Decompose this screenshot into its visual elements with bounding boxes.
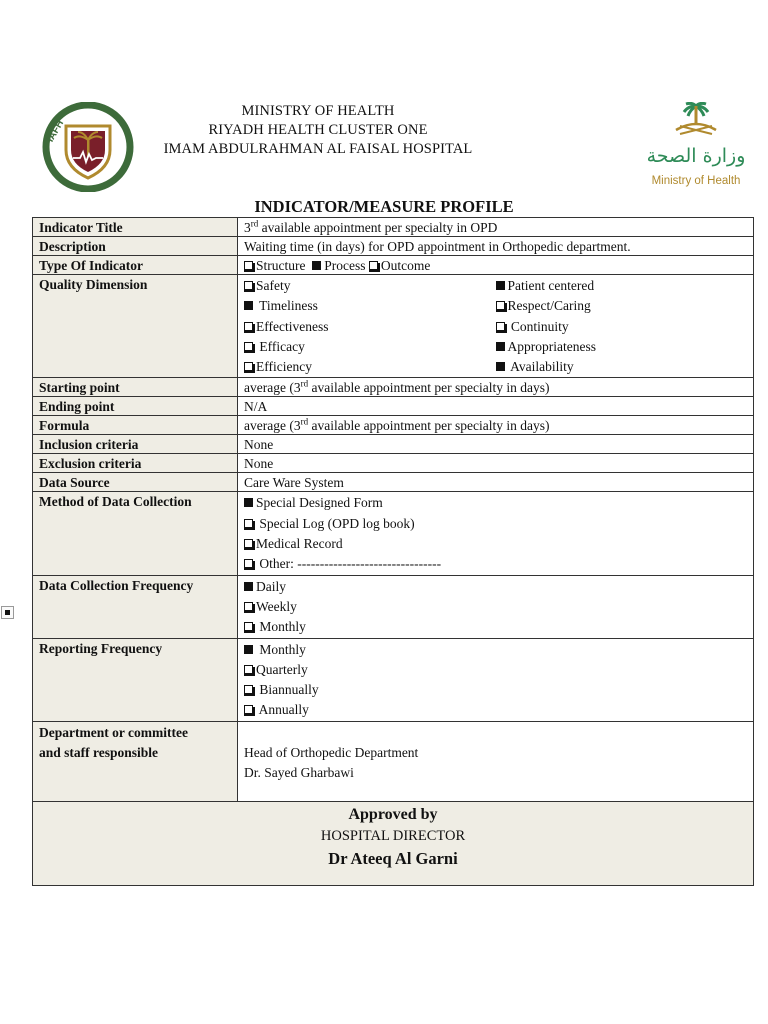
label-responsible-line2: and staff responsible (39, 745, 159, 761)
checkbox-filled-icon (496, 281, 505, 290)
method-medical-record: Medical Record (256, 536, 343, 552)
checkbox-empty-icon (244, 685, 253, 694)
checkbox-empty-icon (244, 705, 253, 714)
label-quality-dimension: Quality Dimension (33, 275, 238, 378)
checkbox-filled-icon (244, 645, 253, 654)
label-starting-point: Starting point (33, 378, 238, 397)
row-formula (33, 416, 754, 435)
checkbox-filled-icon (244, 301, 253, 310)
label-formula: Formula (33, 416, 238, 435)
row-indicator-title (33, 218, 754, 237)
value-reporting-frequency (238, 638, 754, 721)
row-inclusion-criteria (33, 435, 754, 454)
row-starting-point (33, 378, 754, 397)
checkbox-empty-icon (496, 322, 505, 331)
reporting-monthly: Monthly (259, 641, 306, 657)
dimension-availability: Availability (510, 359, 574, 375)
row-reporting-frequency (33, 638, 754, 721)
dimension-patient-centered: Patient centered (507, 278, 595, 293)
reporting-quarterly: Quarterly (256, 661, 308, 677)
header-line-ministry: MINISTRY OF HEALTH (241, 103, 395, 119)
method-other: Other: -------------------------------- (259, 556, 442, 572)
row-ending-point (33, 397, 754, 416)
frequency-weekly: Weekly (256, 598, 297, 614)
moh-english-name: Ministry of Health (651, 175, 741, 187)
checkbox-empty-icon (244, 559, 253, 568)
value-ending-point: N/A (238, 397, 754, 416)
dimension-effectiveness: Effectiveness (256, 318, 329, 334)
indicator-profile-table (32, 217, 754, 886)
value-exclusion-criteria: None (238, 454, 754, 473)
checkbox-filled-icon (496, 362, 505, 371)
checkbox-filled-icon (244, 582, 253, 591)
value-formula: average (3rd available appointment per specialty in days) (238, 416, 754, 435)
value-description: Waiting time (in days) for OPD appointment in Orthopedic department. (238, 237, 754, 256)
moh-logo (640, 102, 752, 194)
row-exclusion-criteria (33, 454, 754, 473)
checkbox-empty-icon (244, 519, 253, 528)
label-reporting-frequency: Reporting Frequency (33, 638, 238, 721)
checkbox-filled-icon (244, 498, 253, 507)
dimension-appropriateness: Appropriateness (507, 338, 596, 354)
dimension-respect-caring: Respect/Caring (507, 298, 591, 314)
value-data-source: Care Ware System (238, 473, 754, 492)
approval-block (33, 801, 754, 885)
label-indicator-title: Indicator Title (33, 218, 238, 237)
row-data-source (33, 473, 754, 492)
label-responsible (33, 721, 238, 801)
dimension-timeliness: Timeliness (259, 298, 318, 314)
checkbox-empty-icon (244, 665, 253, 674)
checkbox-empty-icon (244, 362, 253, 371)
letterhead (140, 102, 496, 159)
approved-by-label: Approved by (348, 805, 438, 823)
dimension-safety: Safety (256, 278, 291, 293)
dimension-efficiency: Efficiency (256, 359, 312, 375)
responsible-department: Head of Orthopedic Department (244, 745, 419, 761)
document-title: INDICATOR/MEASURE PROFILE (254, 197, 514, 216)
checkbox-empty-icon (244, 622, 253, 631)
header-line-cluster: RIYADH HEALTH CLUSTER ONE (208, 122, 428, 138)
option-structure: Structure (256, 258, 306, 273)
checkbox-empty-icon (244, 322, 253, 331)
row-data-collection-frequency (33, 575, 754, 638)
value-type-of-indicator (238, 256, 754, 275)
frequency-daily: Daily (256, 578, 286, 594)
hospital-logo (36, 102, 140, 192)
label-exclusion-criteria: Exclusion criteria (33, 454, 238, 473)
reporting-annually: Annually (258, 702, 309, 718)
frequency-monthly: Monthly (259, 619, 306, 635)
label-method-of-data-collection: Method of Data Collection (33, 492, 238, 575)
label-responsible-line1: Department or committee (39, 724, 188, 740)
label-data-collection-frequency: Data Collection Frequency (33, 575, 238, 638)
checkbox-empty-icon (244, 261, 253, 270)
value-indicator-title: 3rd available appointment per specialty in OPD (238, 218, 754, 237)
logo-iafh-text: IAFH (45, 118, 67, 145)
option-process: Process (324, 258, 366, 273)
row-responsible (33, 721, 754, 801)
checkbox-empty-icon (369, 261, 378, 270)
header-line-hospital: IMAM ABDULRAHMAN AL FAISAL HOSPITAL (163, 141, 473, 157)
checkbox-empty-icon (244, 281, 253, 290)
value-quality-dimension (238, 275, 754, 378)
dimension-efficacy: Efficacy (259, 338, 305, 354)
reporting-biannually: Biannually (259, 682, 319, 698)
row-approval (33, 801, 754, 885)
method-special-log: Special Log (OPD log book) (259, 515, 415, 531)
value-inclusion-criteria: None (238, 435, 754, 454)
row-method-of-data-collection (33, 492, 754, 575)
approver-role: HOSPITAL DIRECTOR (320, 827, 466, 844)
moh-arabic-name: وزارة الصحة (646, 145, 746, 167)
checkbox-filled-icon (312, 261, 321, 270)
checkbox-empty-icon (244, 602, 253, 611)
dimension-continuity: Continuity (510, 318, 569, 334)
row-type-of-indicator (33, 256, 754, 275)
row-description (33, 237, 754, 256)
margin-anchor-icon (1, 606, 14, 619)
label-description: Description (33, 237, 238, 256)
value-responsible (238, 721, 754, 801)
responsible-person: Dr. Sayed Gharbawi (244, 765, 354, 781)
checkbox-empty-icon (496, 301, 505, 310)
label-type-of-indicator: Type Of Indicator (33, 256, 238, 275)
value-method-of-data-collection (238, 492, 754, 575)
label-inclusion-criteria: Inclusion criteria (33, 435, 238, 454)
approver-name: Dr Ateeq Al Garni (328, 848, 458, 868)
option-outcome: Outcome (380, 258, 431, 273)
checkbox-empty-icon (244, 539, 253, 548)
checkbox-empty-icon (244, 342, 253, 351)
row-quality-dimension (33, 275, 754, 378)
label-ending-point: Ending point (33, 397, 238, 416)
label-data-source: Data Source (33, 473, 238, 492)
method-special-designed-form: Special Designed Form (256, 495, 383, 511)
value-starting-point: average (3rd available appointment per specialty in days) (238, 378, 754, 397)
value-data-collection-frequency (238, 575, 754, 638)
checkbox-filled-icon (496, 342, 505, 351)
